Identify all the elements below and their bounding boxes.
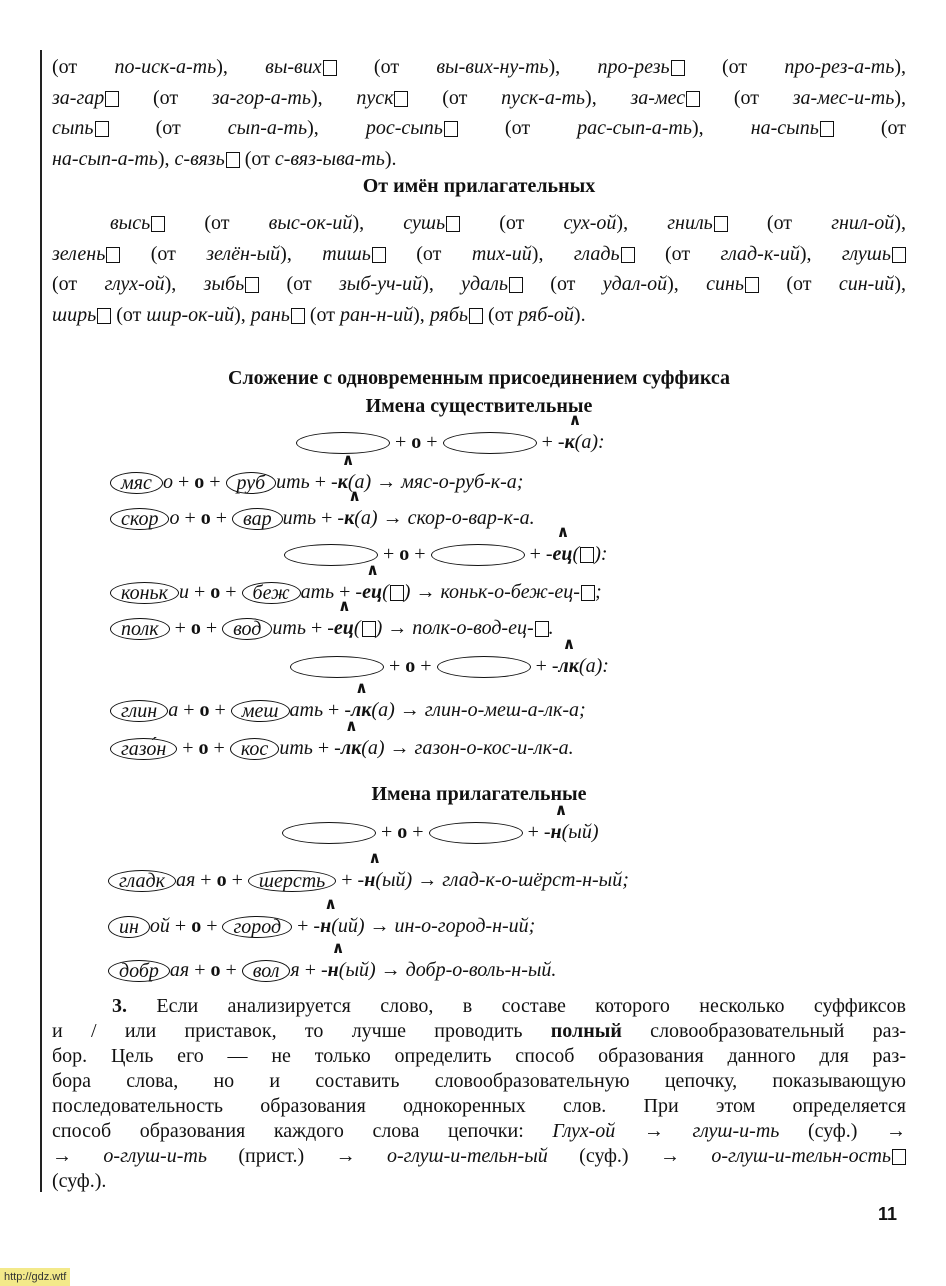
ending-box [820, 121, 834, 137]
root-oval: мяс [110, 472, 163, 494]
suffix-mark: ∧ к [344, 504, 354, 532]
suffix-mark: ∧ лк [559, 652, 579, 680]
ending-box [105, 91, 119, 107]
formula-pattern: + о + + - ∧ лк(а): [290, 652, 609, 680]
root-oval: ин [108, 916, 150, 938]
watermark: http://gdz.wtf [0, 1268, 70, 1286]
root-oval: вол [242, 960, 291, 982]
suffix-cap-icon [563, 638, 576, 652]
root-oval: коньк [110, 582, 179, 604]
paragraph-3-line: бора слова, но и составить словообразовательную цепочку, показывающую [52, 1070, 906, 1092]
suffix-mark: ∧ ец [553, 540, 573, 568]
heading-compound: Сложение с одновременным присоединением суффикса [228, 367, 730, 389]
suffix-cap-icon [345, 720, 358, 734]
ending-box [892, 247, 906, 263]
suffix-mark: ∧ ец [362, 578, 382, 606]
ending-box [323, 60, 337, 76]
heading-adjectives-source: От имён прилагательных [362, 175, 596, 197]
suffix-mark: ∧ ец [334, 614, 354, 642]
ending-box [291, 308, 305, 324]
paragraph-3-line: и / или приставок, то лучше проводить полный словообразовательный раз- [52, 1020, 907, 1042]
suffix-cap-icon [368, 852, 381, 866]
suffix-cap-icon [569, 414, 582, 428]
intro-line: за-гар (от за-гор-а-ть), пуск (от пуск-а-ть), за-мес (от за-мес-и-ть), [52, 86, 906, 109]
ending-box [245, 277, 259, 293]
empty-root-oval [431, 544, 525, 566]
ending-box [362, 621, 376, 637]
formula-example: гладк ая + о + шерсть + - ∧ н(ый) → глад-к-о-шёрст-н-ый; [108, 866, 629, 894]
ending-box [372, 247, 386, 263]
formula-example: коньк и + о + беж ать + - ∧ ец( ) → коньк-о-беж-ец- ; [110, 578, 602, 606]
root-oval: город [222, 916, 292, 938]
formula-example: глин а + о + меш ать + - ∧ лк(а) → глин-о-меш-а-лк-а; [110, 696, 586, 724]
root-oval: добр [108, 960, 170, 982]
intro-line: на-сып-а-ть), с-вязь (от с-вяз-ыва-ть). [52, 147, 397, 170]
paragraph-3 [52, 994, 906, 1194]
intro-line: сыпь (от сып-а-ть), рос-сыпь (от рас-сып-а-ть), на-сыпь (от [52, 117, 906, 139]
adjective-derivations [52, 208, 906, 330]
suffix-cap-icon [338, 600, 351, 614]
ending-box [390, 585, 404, 601]
ending-box [714, 216, 728, 232]
suffix-mark: ∧ н [551, 818, 562, 846]
paragraph-3-line: бор. Цель его — не только определить способ образования данного для раз- [52, 1045, 906, 1067]
suffix-cap-icon [557, 526, 570, 540]
suffix-mark: ∧ лк [351, 696, 371, 724]
ending-box [151, 216, 165, 232]
ending-box [580, 547, 594, 563]
margin-rule [40, 50, 42, 1192]
formula-pattern: + о + + - ∧ к(а): [296, 428, 605, 456]
suffix-cap-icon [332, 942, 345, 956]
suffix-cap-icon [555, 804, 568, 818]
formula-example: полк + о + вод ить + - ∧ ец( ) → полк-о-вод-ец- . [110, 614, 554, 642]
empty-root-oval [290, 656, 384, 678]
paragraph-3-line: (суф.). [52, 1170, 107, 1192]
adjective-line: высь (от выс-ок-ий), сушь (от сух-ой), гниль (от гнил-ой), [110, 212, 906, 234]
empty-root-oval [282, 822, 376, 844]
suffix-mark: ∧ н [364, 866, 375, 894]
root-oval: беж [242, 582, 301, 604]
suffix-mark: ∧ н [328, 956, 339, 984]
page-number: 11 [878, 1204, 898, 1224]
intro-line: (от по-иск-а-ть), вы-вих (от вы-вих-ну-ть), про-резь (от про-рез-а-ть), [52, 56, 907, 78]
heading-adjectives: Имена прилагательные [371, 783, 587, 805]
ending-box [581, 585, 595, 601]
ending-box [106, 247, 120, 263]
root-oval: руб [226, 472, 277, 494]
suffix-cap-icon [355, 682, 368, 696]
paragraph-3-line: → о-глуш-и-ть (прист.) → о-глуш-и-тельн-ый (суф.) → о-глуш-и-тельн-ость [52, 1144, 906, 1169]
ending-box [892, 1149, 906, 1165]
formula-pattern: + о + + - ∧ ец( ): [284, 540, 608, 568]
suffix-cap-icon [366, 564, 379, 578]
formula-example: мяс о + о + руб ить + - ∧ к(а) → мяс-о-руб-к-а; [110, 468, 523, 496]
suffix-mark: ∧ лк [341, 734, 361, 762]
root-oval: меш [231, 700, 290, 722]
ending-box [95, 121, 109, 137]
suffix-mark: ∧ н [320, 912, 331, 940]
ending-box [469, 308, 483, 324]
ending-box [535, 621, 549, 637]
suffix-cap-icon [324, 898, 337, 912]
root-oval: шерсть [248, 870, 336, 892]
root-oval: вод [222, 618, 272, 640]
adjective-line: (от глух-ой), зыбь (от зыб-уч-ий), удаль (от удал-ой), синь (от син-ий), [52, 273, 906, 295]
ending-box [686, 91, 700, 107]
adjective-line: зелень (от зелён-ый), тишь (от тих-ий), гладь (от глад-к-ий), глушь [52, 239, 906, 270]
root-oval: скор [110, 508, 169, 530]
empty-root-oval [284, 544, 378, 566]
heading-nouns: Имена существительные [365, 395, 593, 417]
formula-example: ин ой + о + город + - ∧ н(ий) → ин-о-город-н-ий; [108, 912, 535, 940]
formula-example: добр ая + о + вол я + - ∧ н(ый) → добр-о-воль-н-ый. [108, 956, 556, 984]
empty-root-oval [437, 656, 531, 678]
ending-box [745, 277, 759, 293]
suffix-mark: ∧ к [338, 468, 348, 496]
ending-box [394, 91, 408, 107]
empty-root-oval [429, 822, 523, 844]
empty-root-oval [443, 432, 537, 454]
suffix-mark: ∧ к [565, 428, 575, 456]
ending-box [509, 277, 523, 293]
formula-example: скор о + о + вар ить + - ∧ к(а) → скор-о-вар-к-а. [110, 504, 535, 532]
ending-box [446, 216, 460, 232]
root-oval: газо́н [110, 738, 177, 760]
formula-example: газо́н + о + кос ить + - ∧ лк(а) → газон-о-кос-и-лк-а. [110, 734, 574, 762]
suffix-cap-icon [342, 454, 355, 468]
root-oval: глин [110, 700, 168, 722]
adjective-line: ширь (от шир-ок-ий), рань (от ран-н-ий), рябь (от ряб-ой). [52, 303, 586, 326]
root-oval: полк [110, 618, 170, 640]
root-oval: вар [232, 508, 283, 530]
ending-box [444, 121, 458, 137]
formula-pattern: + о + + - ∧ н(ый) [282, 818, 599, 846]
ending-box [621, 247, 635, 263]
paragraph-3-line: способ образования каждого слова цепочки: Глух-ой → глуш-и-ть (суф.) → [52, 1120, 906, 1142]
intro-paragraph [52, 52, 906, 174]
ending-box [97, 308, 111, 324]
paragraph-3-line: последовательность образования однокоренных слов. При этом определяется [52, 1095, 906, 1117]
root-oval: гладк [108, 870, 176, 892]
paragraph-3-line: 3. Если анализируется слово, в составе которого несколько суффиксов [112, 995, 906, 1017]
suffix-cap-icon [348, 490, 361, 504]
ending-box [226, 152, 240, 168]
root-oval: кос [230, 738, 279, 760]
ending-box [671, 60, 685, 76]
